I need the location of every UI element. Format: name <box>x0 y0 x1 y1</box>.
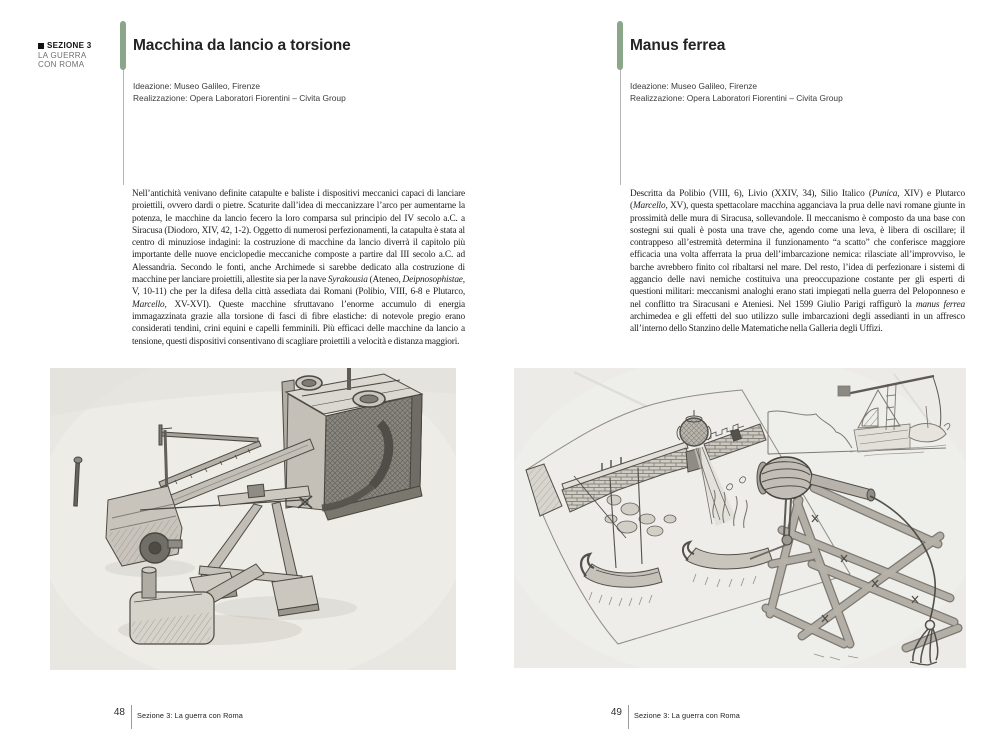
section-marker-icon <box>38 43 44 49</box>
section-label <box>38 41 92 70</box>
credit-ideazione: Ideazione: Museo Galileo, Firenze <box>133 81 261 91</box>
page-number-left: 48 <box>113 707 125 718</box>
footer-rule-right <box>628 705 629 729</box>
page-number-right: 49 <box>610 707 622 718</box>
body-text-right: Descritta da Polibio (VIII, 6), Livio (XXIV, 34), Silio Italico (Punica, XIV) e Plutarco (Marcello, XV), questa spettacolare macchina agganciava la prua delle navi romane giunte in prossimità delle mura di Siracusa, sollevandole. Il meccanismo è composto da una base con sostegni sui quali è posta una trave che, agendo come una leva, è libera di oscillare; il contrappeso all’estremità determina il funzionamento “a scatto” che conferisce maggiore efficacia una volta afferrata la prua dell’imbarcazione nemica: rilasciate all’improvviso, le barche avrebbero finito col ribaltarsi nel mare. Del resto, l’idea di perfezionare i sistemi di aggancio delle navi nemiche costituiva una preoccupazione costante per gli esperti di questioni militari: meccanismi analoghi erano stati impiegati nella guerra del Peloponneso e nel conflitto tra Siracusani e Ateniesi. Nel 1599 Giulio Parigi raffigurò la manus ferrea archimedea e gli effetti del suo utilizzo sulle imbarcazioni degli assedianti in un affresco all’interno dello Stanzino delle Matematiche nella Galleria degli Uffizi. <box>630 189 965 335</box>
catapult-drawing <box>50 368 456 670</box>
credits-left <box>133 80 346 104</box>
credits-right <box>630 80 843 104</box>
credit-realizzazione: Realizzazione: Opera Laboratori Fiorentini – Civita Group <box>630 93 843 103</box>
body-text-left: Nell’antichità venivano definite catapulte e baliste i dispositivi meccanici capaci di lanciare proiettili, ovvero dardi o pietre. Scaturite dall’idea di meccanizzare l’arco per aumentarne la potenza, le macchine da lancio fecero la loro comparsa sul principio del IV secolo a.C. a Siracusa (Diodoro, XIV, 42, 1-2). Oggetto di numerosi perfezionamenti, la catapulta è stata al centro di minuziose indagini: la costruzione di macchine da lancio diverrà il capitolo più importante delle nuove enciclopedie meccaniche composte a partire dal III secolo a.C. ad Alessandria. Secondo le fonti, anche Archimede si sarebbe dedicato alla costruzione di macchine per lanciare proiettili, allestite sia per la nave Syrakousia (Ateneo, Deipnosophistae, V, 10-11) che per la difesa della città assediata dai Romani (Polibio, VIII, 6-8 e Plutarco, Marcello, XV-XVI). Queste macchine sfruttavano l’enorme accumulo di energia immagazzinata grazie alla torsione di fasci di fibre elastiche: di notevole pregio erano considerati tendini, crini equini e capelli femminili. Più efficaci delle macchine da lancio a tensione, questi dispositivi consentivano di scagliare proiettili a velocità e distanza maggiori. <box>132 189 465 347</box>
accent-bar-right <box>617 21 623 70</box>
section-sub-line1: LA GUERRA <box>38 50 87 60</box>
section-sub-line2: CON ROMA <box>38 60 85 69</box>
footer-rule-left <box>131 705 132 729</box>
page-title-right: Manus ferrea <box>630 37 726 54</box>
footer-section-left: Sezione 3: La guerra con Roma <box>137 711 243 720</box>
section-name: SEZIONE 3 <box>47 41 92 50</box>
accent-bar-left <box>120 21 126 70</box>
credit-realizzazione: Realizzazione: Opera Laboratori Fiorentini – Civita Group <box>133 93 346 103</box>
page-title-left: Macchina da lancio a torsione <box>133 37 351 54</box>
credit-ideazione: Ideazione: Museo Galileo, Firenze <box>630 81 758 91</box>
manus-ferrea-drawing <box>514 368 966 668</box>
footer-section-right: Sezione 3: La guerra con Roma <box>634 711 740 720</box>
